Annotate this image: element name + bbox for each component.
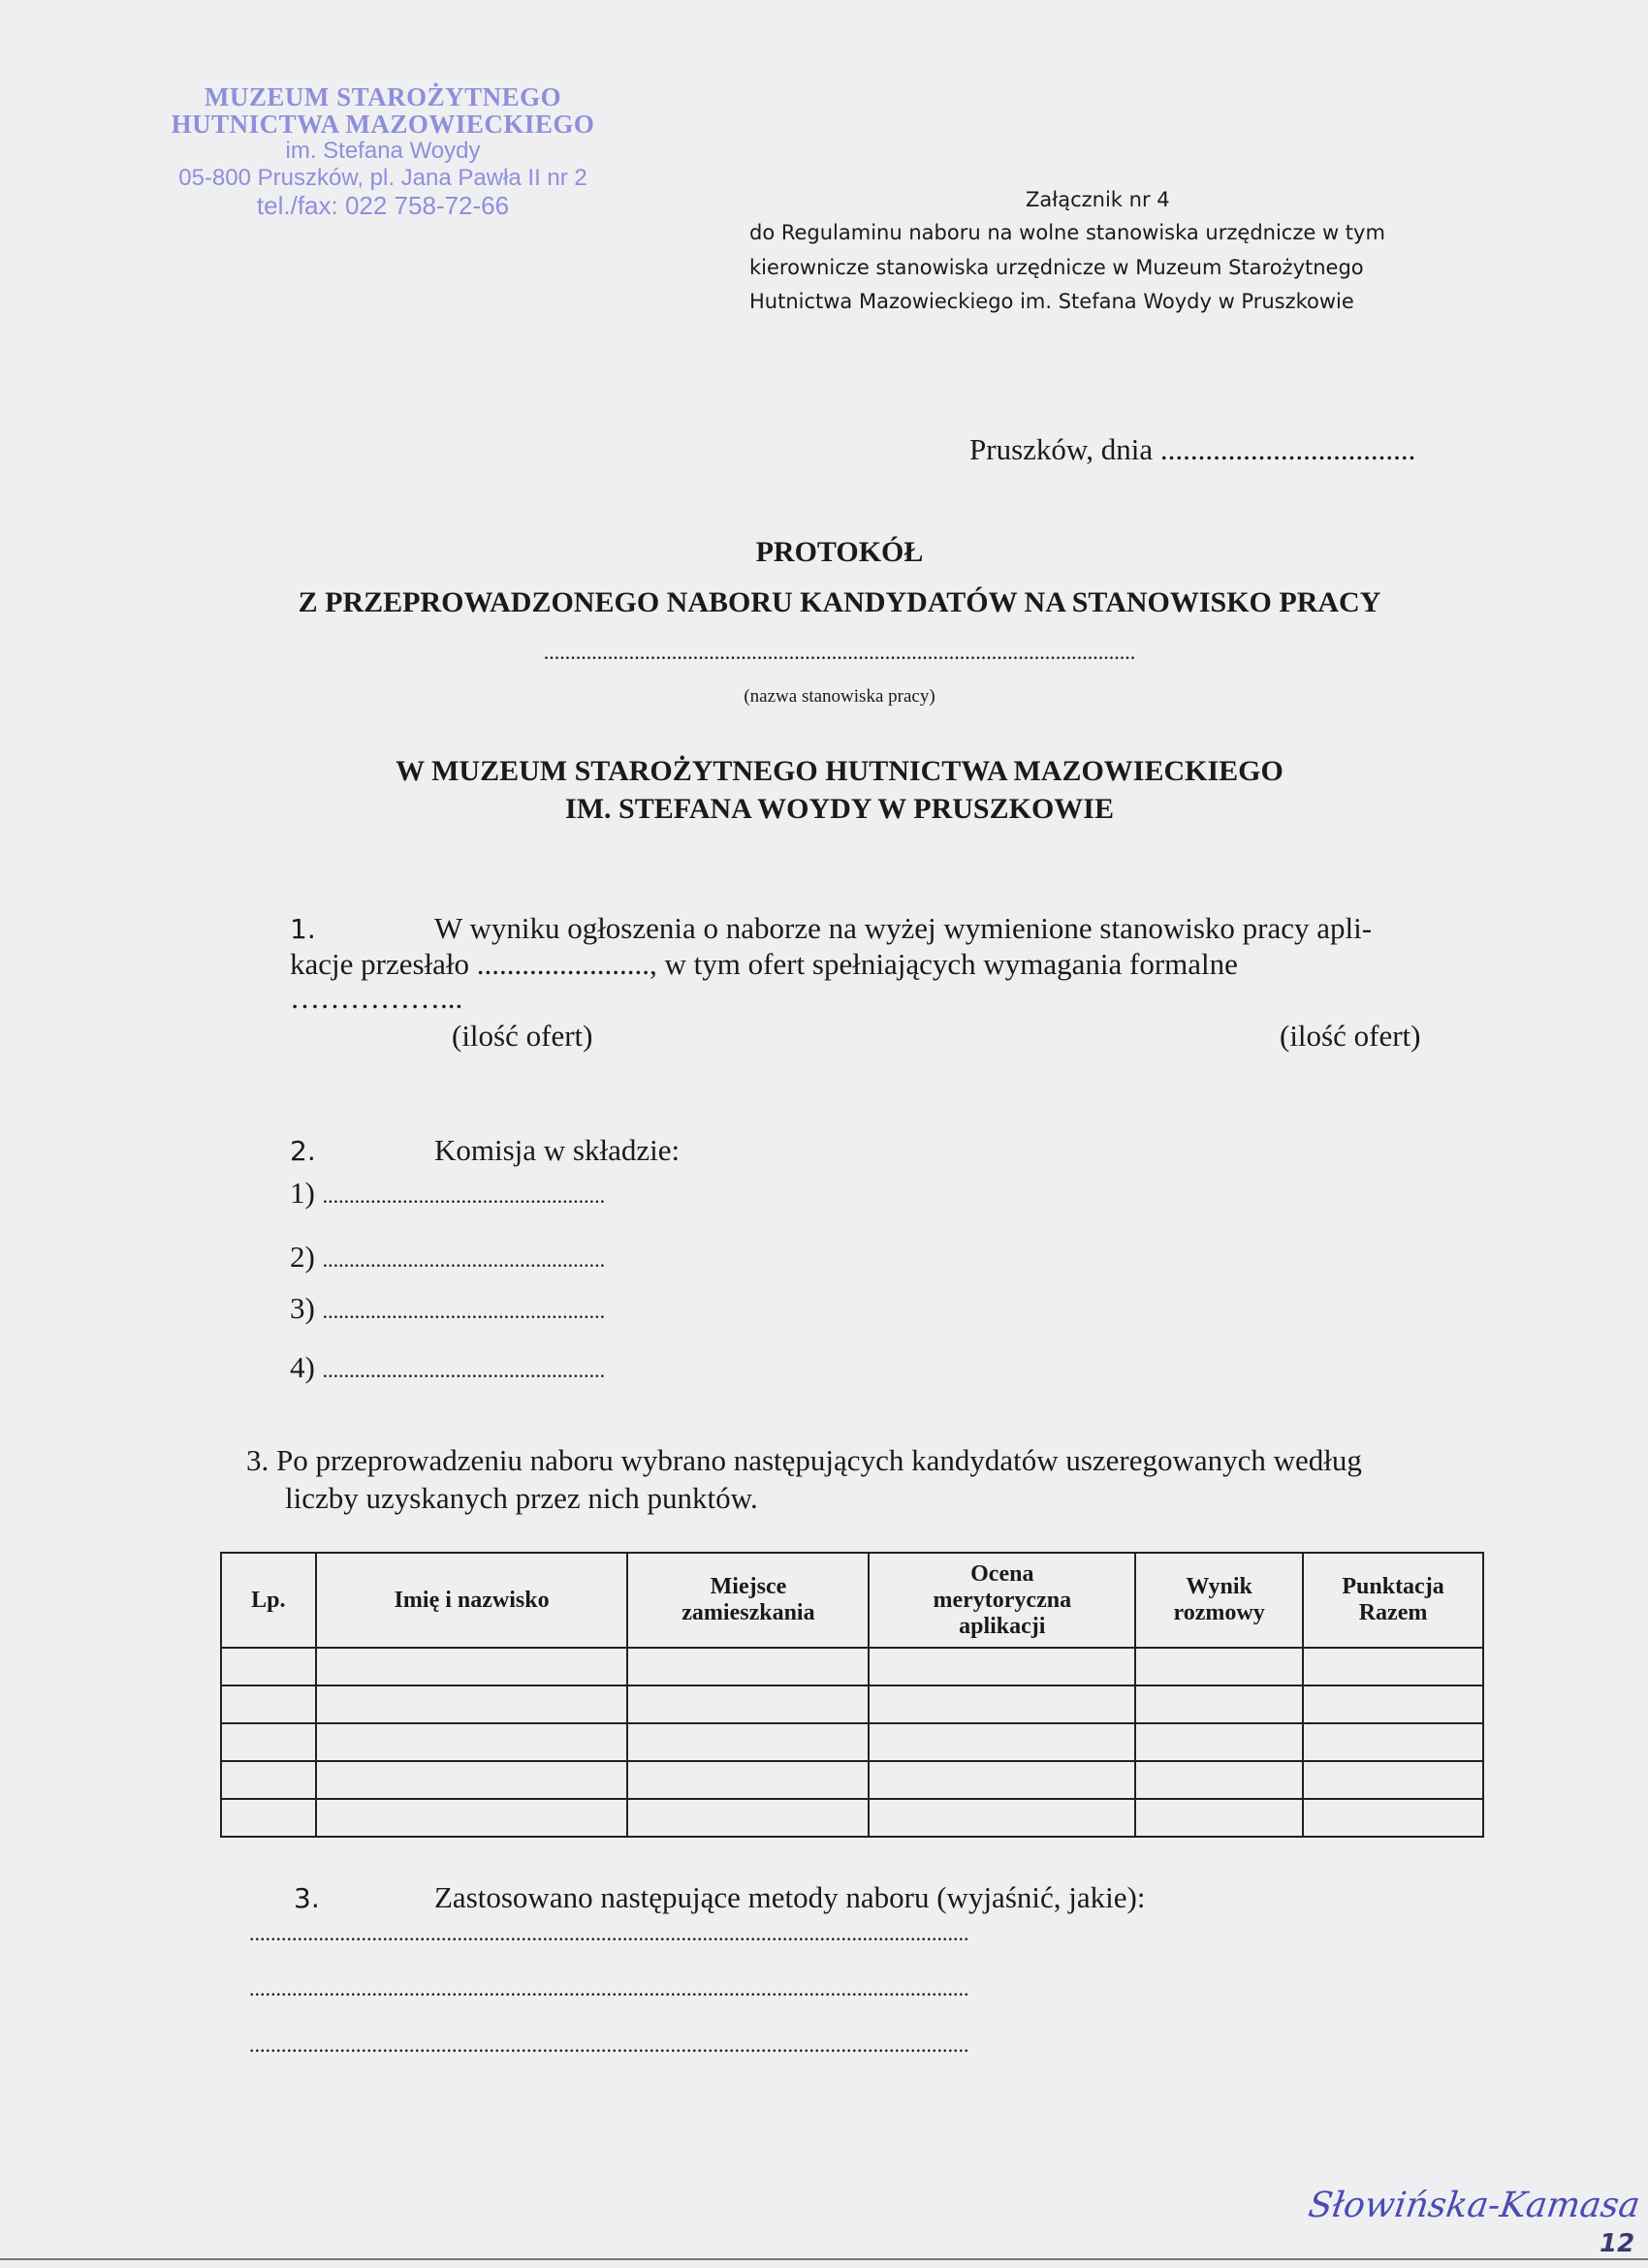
section-number: 2.	[290, 1135, 316, 1167]
table-cell[interactable]	[316, 1761, 628, 1799]
table-cell[interactable]	[627, 1723, 869, 1761]
member-line	[290, 1350, 605, 1385]
stamp-line: 05-800 Pruszków, pl. Jana Pawła II nr 2	[178, 165, 587, 191]
candidates-table	[220, 1552, 1484, 1838]
table-cell[interactable]	[627, 1648, 869, 1685]
table-cell[interactable]	[869, 1799, 1135, 1837]
table-cell[interactable]	[1135, 1799, 1303, 1837]
table-cell[interactable]	[1303, 1648, 1483, 1685]
table-header-row	[221, 1553, 1483, 1648]
table-cell[interactable]	[869, 1723, 1135, 1761]
table-row	[221, 1799, 1483, 1837]
table-cell[interactable]	[1135, 1723, 1303, 1761]
date-line: Pruszków, dnia ..................................	[969, 432, 1416, 466]
header-name: Imię i nazwisko	[316, 1553, 628, 1648]
table-row	[221, 1761, 1483, 1799]
member-dots: .....................................................	[322, 1299, 606, 1323]
table-cell[interactable]	[1135, 1685, 1303, 1723]
table-cell[interactable]	[316, 1723, 628, 1761]
table-cell[interactable]	[1303, 1723, 1483, 1761]
table-cell[interactable]	[221, 1648, 316, 1685]
section2-heading: Komisja w składzie:	[434, 1133, 681, 1167]
header-interview-result: Wynik rozmowy	[1135, 1553, 1303, 1648]
section4-heading: Zastosowano następujące metody naboru (wyjaśnić, jakie):	[434, 1880, 1146, 1914]
table-cell[interactable]	[869, 1761, 1135, 1799]
table-cell[interactable]	[627, 1761, 869, 1799]
page-edge-line	[0, 2258, 1648, 2260]
header-lp: Lp.	[221, 1553, 316, 1648]
attachment-line: do Regulaminu naboru na wolne stanowiska urzędnicze w tym	[749, 221, 1385, 244]
table-cell[interactable]	[316, 1799, 628, 1837]
attachment-title: Załącznik nr 4	[1026, 188, 1170, 211]
table-cell[interactable]	[1135, 1648, 1303, 1685]
table-row	[221, 1648, 1483, 1685]
museum-name-2: IM. STEFANA WOYDY W PRUSZKOWIE	[565, 793, 1114, 825]
section1-text: kacje przesłało ......................., w tym ofert spełniających wymagania formalne	[290, 947, 1238, 981]
section-number: 3.	[294, 1882, 320, 1914]
member-number: 4)	[290, 1350, 315, 1384]
table-cell[interactable]	[1303, 1685, 1483, 1723]
table-row	[221, 1685, 1483, 1723]
table-cell[interactable]	[627, 1799, 869, 1837]
section-number: 1.	[290, 913, 316, 945]
header-application-score: Ocena merytoryczna aplikacji	[869, 1553, 1135, 1648]
header-residence: Miejsce zamieszkania	[627, 1553, 869, 1648]
table-cell[interactable]	[869, 1648, 1135, 1685]
member-line	[290, 1240, 605, 1275]
table-cell[interactable]	[316, 1685, 628, 1723]
section3-text: liczby uzyskanych przez nich punktów.	[285, 1481, 758, 1515]
stamp-line: HUTNICTWA MAZOWIECKIEGO	[171, 110, 595, 139]
position-caption: (nazwa stanowiska pracy)	[744, 686, 935, 707]
table-cell[interactable]	[1303, 1799, 1483, 1837]
table-cell[interactable]	[627, 1685, 869, 1723]
table-cell[interactable]	[316, 1648, 628, 1685]
header-total-points: Punktacja Razem	[1303, 1553, 1483, 1648]
table-row	[221, 1723, 1483, 1761]
table-cell[interactable]	[221, 1761, 316, 1799]
table-cell[interactable]	[1135, 1761, 1303, 1799]
section1-text: W wyniku ogłoszenia o naborze na wyżej wymienione stanowisko pracy apli-	[434, 911, 1373, 945]
table-cell[interactable]	[869, 1685, 1135, 1723]
attachment-line: kierownicze stanowiska urzędnicze w Muzeum Starożytnego	[749, 256, 1364, 279]
handwritten-signature: Słowińska-Kamasa	[1306, 2186, 1643, 2225]
attachment-line: Hutnictwa Mazowieckiego im. Stefana Woydy w Pruszkowie	[749, 290, 1354, 313]
methods-dots: .......................................................................................................................................	[249, 1976, 969, 2000]
section1-text: ……………...	[290, 981, 463, 1015]
stamp-line: MUZEUM STAROŻYTNEGO	[204, 82, 562, 111]
doc-title: PROTOKÓŁ	[755, 536, 924, 568]
member-line	[290, 1176, 605, 1211]
member-dots: .....................................................	[322, 1358, 606, 1382]
table-cell[interactable]	[221, 1685, 316, 1723]
offers-caption: (ilość ofert)	[1280, 1019, 1421, 1053]
member-dots: .....................................................	[322, 1247, 606, 1272]
position-dots: ...............................................................................................................	[543, 640, 1136, 664]
member-line	[290, 1291, 605, 1326]
page-number: 12	[1600, 2229, 1635, 2258]
table-cell[interactable]	[221, 1799, 316, 1837]
museum-stamp	[155, 83, 611, 219]
table-cell[interactable]	[1303, 1761, 1483, 1799]
member-number: 1)	[290, 1176, 315, 1210]
museum-name: W MUZEUM STAROŻYTNEGO HUTNICTWA MAZOWIECKIEGO	[396, 755, 1284, 787]
section3-text: 3. Po przeprowadzeniu naboru wybrano następujących kandydatów uszeregowanych według	[246, 1443, 1362, 1477]
stamp-line: tel./fax: 022 758-72-66	[256, 191, 510, 220]
offers-caption: (ilość ofert)	[452, 1019, 593, 1053]
table-cell[interactable]	[221, 1723, 316, 1761]
member-number: 2)	[290, 1240, 315, 1274]
methods-dots: .......................................................................................................................................	[249, 2032, 969, 2057]
member-dots: .....................................................	[322, 1183, 606, 1208]
stamp-line: im. Stefana Woydy	[285, 138, 481, 164]
member-number: 3)	[290, 1291, 315, 1325]
methods-dots: .......................................................................................................................................	[249, 1921, 969, 1945]
doc-subtitle: Z PRZEPROWADZONEGO NABORU KANDYDATÓW NA STANOWISKO PRACY	[298, 586, 1381, 618]
